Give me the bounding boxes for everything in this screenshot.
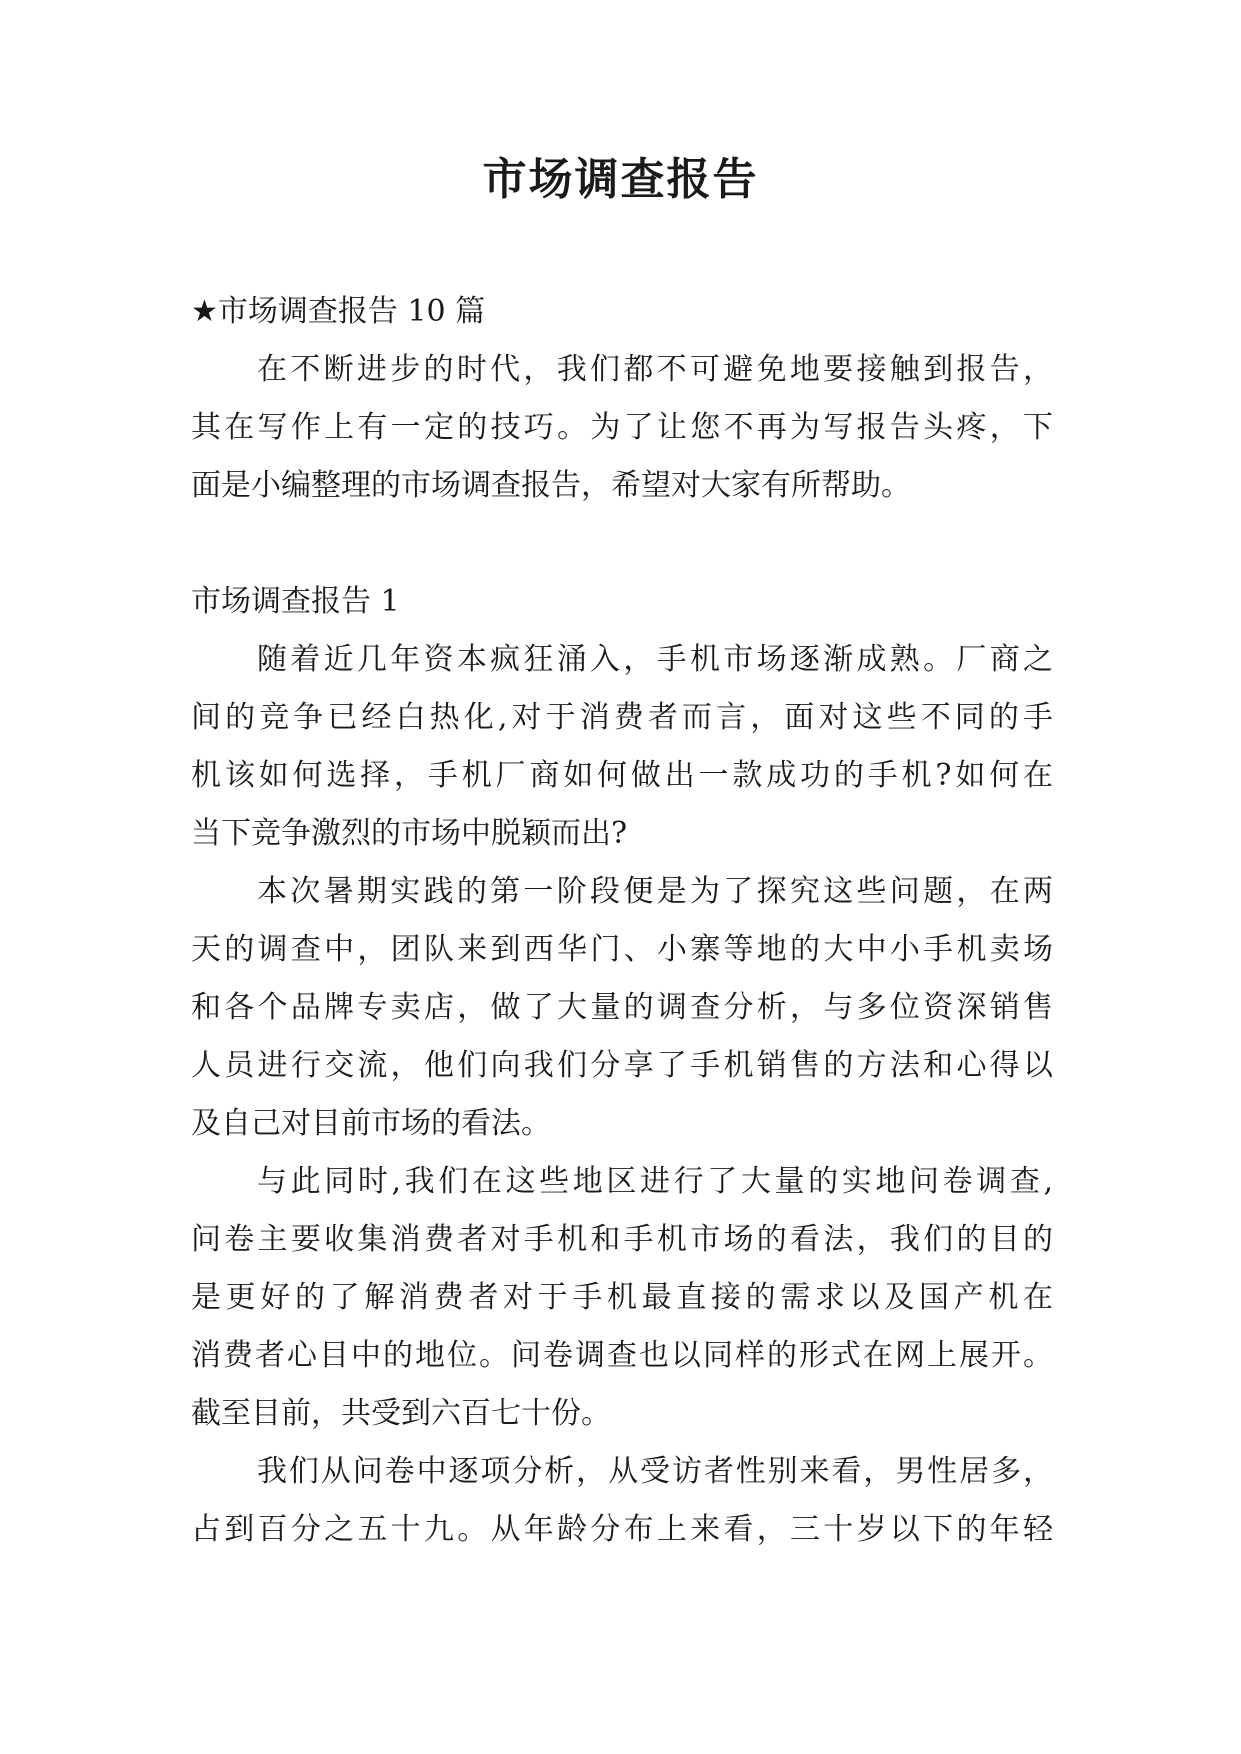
paragraph-line: 人员进行交流，他们向我们分享了手机销售的方法和心得以 (191, 1048, 1053, 1083)
paragraph-line: 本次暑期实践的第一阶段便是为了探究这些问题，在两 (257, 874, 1053, 909)
paragraph-line: 截至目前，共受到六百七十份。 (191, 1396, 611, 1431)
intro-heading (191, 283, 1053, 341)
paragraph-line: 随着近几年资本疯狂涌入，手机市场逐渐成熟。厂商之 (257, 642, 1053, 677)
paragraph-line: 是更好的了解消费者对于手机最直接的需求以及国产机在 (191, 1280, 1053, 1315)
paragraph-line: 消费者心目中的地位。问卷调查也以同样的形式在网上展开。 (191, 1338, 1053, 1373)
intro-line: 其在写作上有一定的技巧。为了让您不再为写报告头疼，下 (191, 410, 1053, 445)
section-heading: 市场调查报告 1 (191, 584, 400, 619)
paragraph-line: 机该如何选择，手机厂商如何做出一款成功的手机?如何在 (191, 758, 1053, 793)
paragraph-line: 和各个品牌专卖店，做了大量的调查分析，与多位资深销售 (191, 990, 1053, 1025)
paragraph-line: 与此同时,我们在这些地区进行了大量的实地问卷调查, (257, 1164, 1053, 1199)
paragraph-line: 当下竞争激烈的市场中脱颖而出? (191, 816, 628, 851)
paragraph-line: 及自己对目前市场的看法。 (191, 1106, 551, 1141)
intro-line: 在不断进步的时代，我们都不可避免地要接触到报告， (257, 352, 1053, 387)
document-body (191, 283, 1053, 1559)
paragraph-line: 占到百分之五十九。从年龄分布上来看，三十岁以下的年轻 (191, 1512, 1053, 1547)
star-icon: ★ (191, 294, 218, 329)
paragraph-line: 我们从问卷中逐项分析，从受访者性别来看，男性居多， (257, 1454, 1053, 1489)
document-title: 市场调查报告 (482, 154, 759, 205)
section-spacer (191, 515, 1053, 573)
intro-heading-text: 市场调查报告 10 篇 (217, 294, 486, 329)
paragraph-line: 间的竞争已经白热化,对于消费者而言，面对这些不同的手 (191, 700, 1053, 735)
intro-line: 面是小编整理的市场调查报告，希望对大家有所帮助。 (191, 468, 911, 503)
paragraph-line: 问卷主要收集消费者对手机和手机市场的看法，我们的目的 (191, 1222, 1053, 1257)
paragraph-line: 天的调查中，团队来到西华门、小寨等地的大中小手机卖场 (191, 932, 1053, 967)
